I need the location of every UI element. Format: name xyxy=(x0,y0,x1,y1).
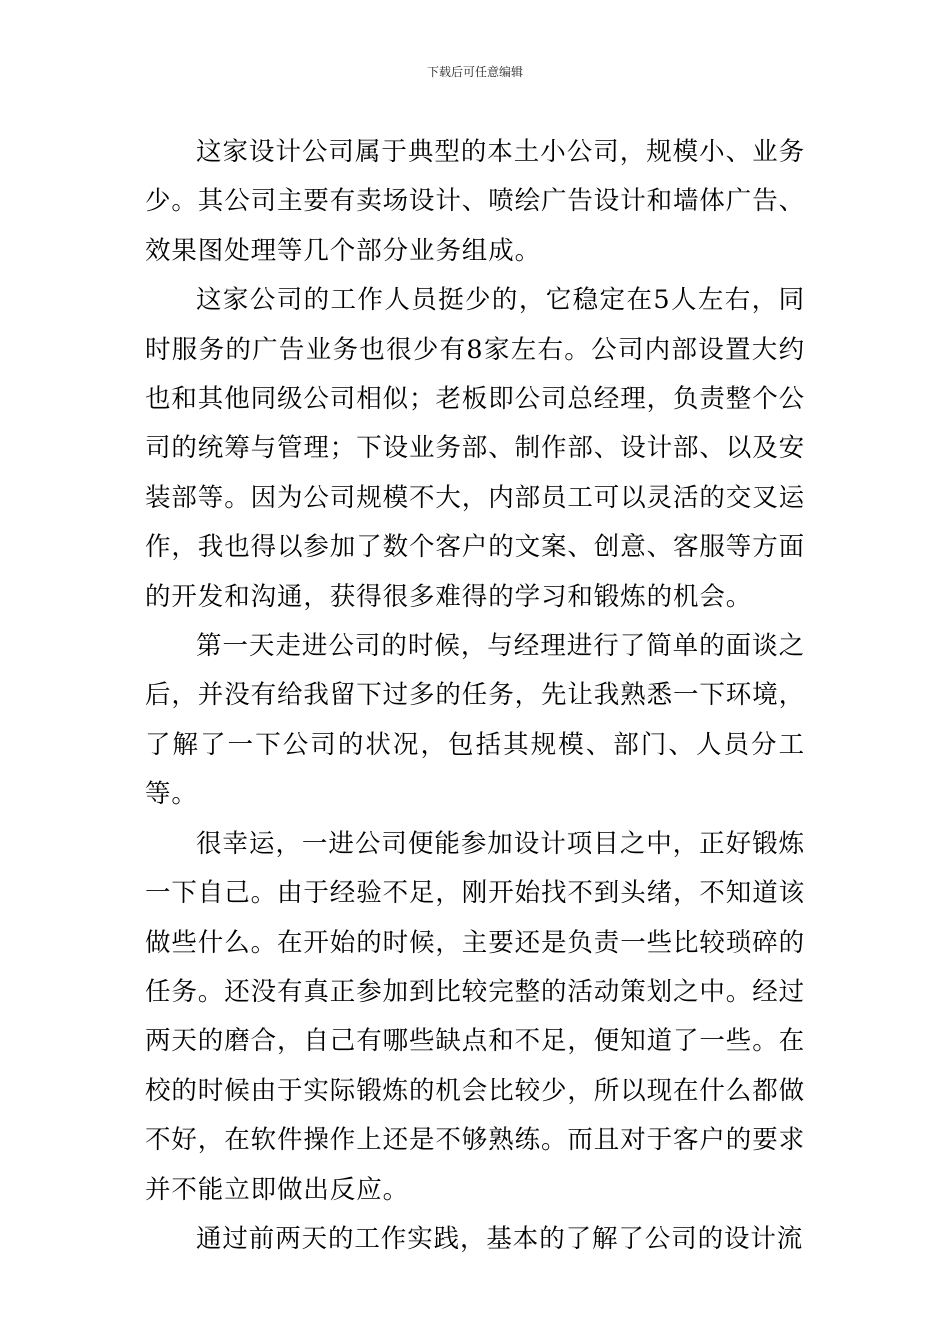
paragraph-1: 这家设计公司属于典型的本土小公司，规模小、业务少。其公司主要有卖场设计、喷绘广告设计和墙体广告、效果图处理等几个部分业务组成。 xyxy=(145,137,806,266)
document-body xyxy=(145,128,805,1264)
paragraph-3: 第一天走进公司的时候，与经理进行了简单的面谈之后，并没有给我留下过多的任务，先让我熟悉一下环境，了解了一下公司的状况，包括其规模、部门、人员分工等。 xyxy=(145,631,806,810)
page-header: 下载后可任意编辑 xyxy=(426,65,523,79)
paragraph-4: 很幸运，一进公司便能参加设计项目之中，正好锻炼一下自己。由于经验不足，刚开始找不到头绪，不知道该做些什么。在开始的时候，主要还是负责一些比较琐碎的任务。还没有真正参加到比较完整的活动策划之中。经过两天的磨合，自己有哪些缺点和不足，便知道了一些。在校的时候由于实际锻炼的机会比较少，所以现在什么都做不好，在软件操作上还是不够熟练。而且对于客户的要求并不能立即做出反应。 xyxy=(145,828,806,1205)
paragraph-2: 这家公司的工作人员挺少的，它稳定在5人左右，同时服务的广告业务也很少有8家左右。公司内部设置大约也和其他同级公司相似；老板即公司总经理，负责整个公司的统筹与管理；下设业务部、制作部、设计部、以及安装部等。因为公司规模不大，内部员工可以灵活的交叉运作，我也得以参加了数个客户的文案、创意、客服等方面的开发和沟通，获得很多难得的学习和锻炼的机会。 xyxy=(145,285,806,612)
paragraph-5: 通过前两天的工作实践，基本的了解了公司的设计流 xyxy=(196,1223,804,1254)
